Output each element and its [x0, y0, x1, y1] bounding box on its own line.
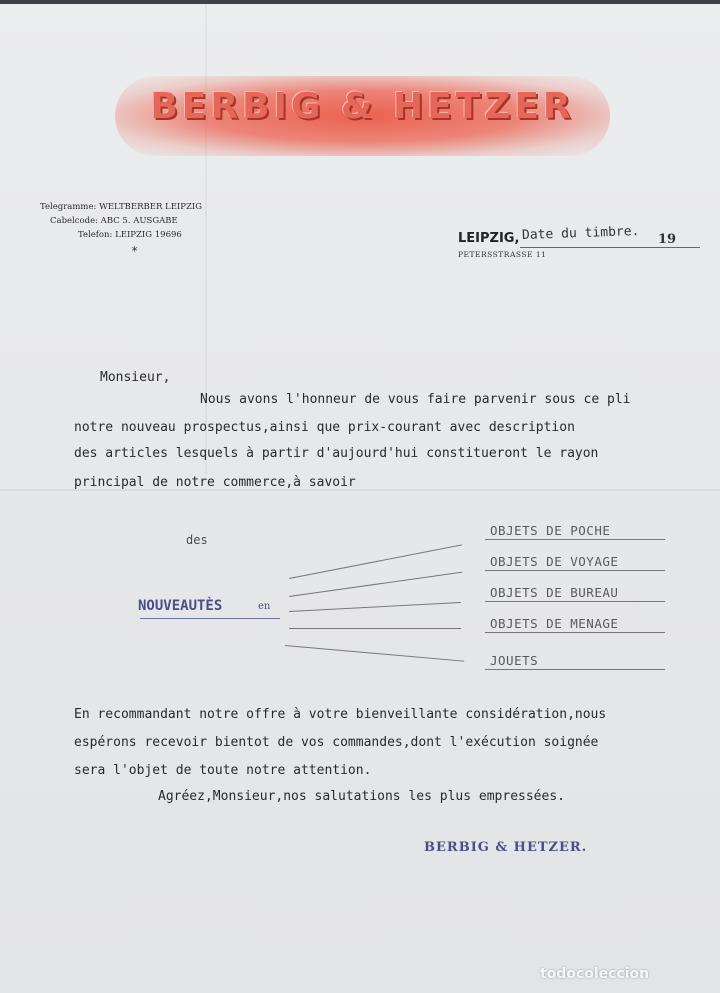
star-ornament: * [131, 244, 139, 258]
para1-line2: notre nouveau prospectus,ainsi que prix-courant avec description [74, 420, 575, 435]
letter-paper [0, 4, 720, 993]
item-line [485, 601, 665, 602]
company-logo [115, 76, 610, 156]
item-objets-de-poche: OBJETS DE POCHE [490, 523, 611, 538]
connector-line [289, 544, 462, 579]
closing-line: Agréez,Monsieur,nos salutations les plus empressées. [158, 789, 565, 804]
connector-line [289, 628, 461, 629]
para1-line3: des articles lesquels à partir d'aujourd'hui constitueront le rayon [74, 446, 599, 461]
item-objets-de-bureau: OBJETS DE BUREAU [490, 585, 619, 600]
item-line [485, 539, 665, 540]
item-jouets: JOUETS [490, 653, 539, 668]
connector-line [285, 645, 464, 662]
nouveautes-underline [140, 618, 280, 619]
item-line [485, 570, 665, 571]
para1-line1: Nous avons l'honneur de vous faire parvenir sous ce pli [200, 392, 631, 407]
telegramme-line: Telegramme: WELTBERBER LEIPZIG [40, 202, 203, 212]
cabelcode-line: Cabelcode: ABC 5. AUSGABE [50, 216, 178, 226]
des-label: des [186, 533, 208, 547]
year-prefix: 19 [658, 232, 677, 247]
contact-block [40, 200, 240, 242]
salutation: Monsieur, [100, 370, 171, 385]
city-label: LEIPZIG, [458, 231, 520, 246]
date-typed: Date du timbre. [521, 223, 640, 244]
street-address: PETERSSTRASSE 11 [458, 250, 547, 259]
item-line [485, 669, 665, 670]
item-objets-de-menage: OBJETS DE MENAGE [490, 616, 619, 631]
en-label: en [258, 601, 271, 612]
item-line [485, 632, 665, 633]
watermark: todocoleccion [540, 966, 650, 982]
para2-line1: En recommandant notre offre à votre bienveillante considération,nous [74, 707, 607, 722]
signature: BERBIG & HETZER. [424, 840, 588, 855]
telefon-line: Telefon: LEIPZIG 19696 [78, 230, 182, 240]
company-logo-text: BERBIG & HETZER [150, 86, 575, 127]
connector-line [289, 602, 461, 612]
date-line [520, 247, 700, 248]
item-objets-de-voyage: OBJETS DE VOYAGE [490, 554, 619, 569]
para1-line4: principal de notre commerce,à savoir [74, 475, 356, 490]
para2-line2: espérons recevoir bientot de vos commandes,dont l'exécution soignée [74, 735, 599, 750]
para2-line3: sera l'objet de toute notre attention. [74, 763, 372, 778]
connector-line [289, 572, 462, 597]
nouveautes-label: NOUVEAUTÈS [138, 598, 223, 614]
